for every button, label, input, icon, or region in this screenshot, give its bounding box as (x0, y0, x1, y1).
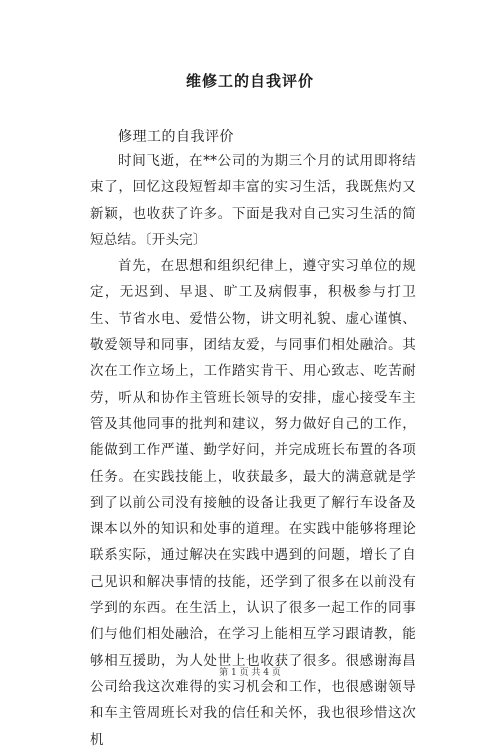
page-number-footer: 第 1 页 共 4 页 (219, 668, 281, 678)
paragraph-main: 首先，在思想和组织纪律上，遵守实习单位的规定，无迟到、早退、旷工及病假事，积极参与打卫生、节省水电、爱惜公物，讲文明礼貌、虚心谨慎、敬爱领导和同事，团结友爱，与同事们相处融洽。其次在工作立场上，工作踏实肯干、用心致志、吃苦耐劳，听从和协作主管班长领导的安排，虚心接受车主管及其他同事的批判和建议，努力做好自己的工作，能做到工作严谨、勤学好问，并完成班长布置的各项任务。在实践技能上，收获最多，最大的满意就是学到了以前公司没有接触的设备让我更了解行车设备及课本以外的知识和处事的道理。在实践中能够将理论联系实际，通过解决在实践中遇到的问题，增长了自己见识和解决事情的技能，还学到了很多在以前没有学到的东西。在生活上，认识了很多一起工作的同事们与他们相处融洽，在学习上能相互学习跟请教，能够相互援助，为人处世上也收获了很多。很感谢海昌公司给我这次难得的实习机会和工作，也很感谢领导和车主管周班长对我的信任和关怀，我也很珍惜这次机 (90, 258, 416, 748)
document-body (90, 148, 416, 753)
paragraph-intro: 时间飞逝，在**公司的为期三个月的试用即将结束了，回忆这段短暂却丰富的实习生活，我既焦灼又新颖，也收获了许多。下面是我对自己实习生活的简短总结。〔开头完〕 (90, 153, 416, 248)
document-subtitle: 修理工的自我评价 (118, 129, 234, 145)
document-title: 维修工的自我评价 (185, 72, 314, 90)
